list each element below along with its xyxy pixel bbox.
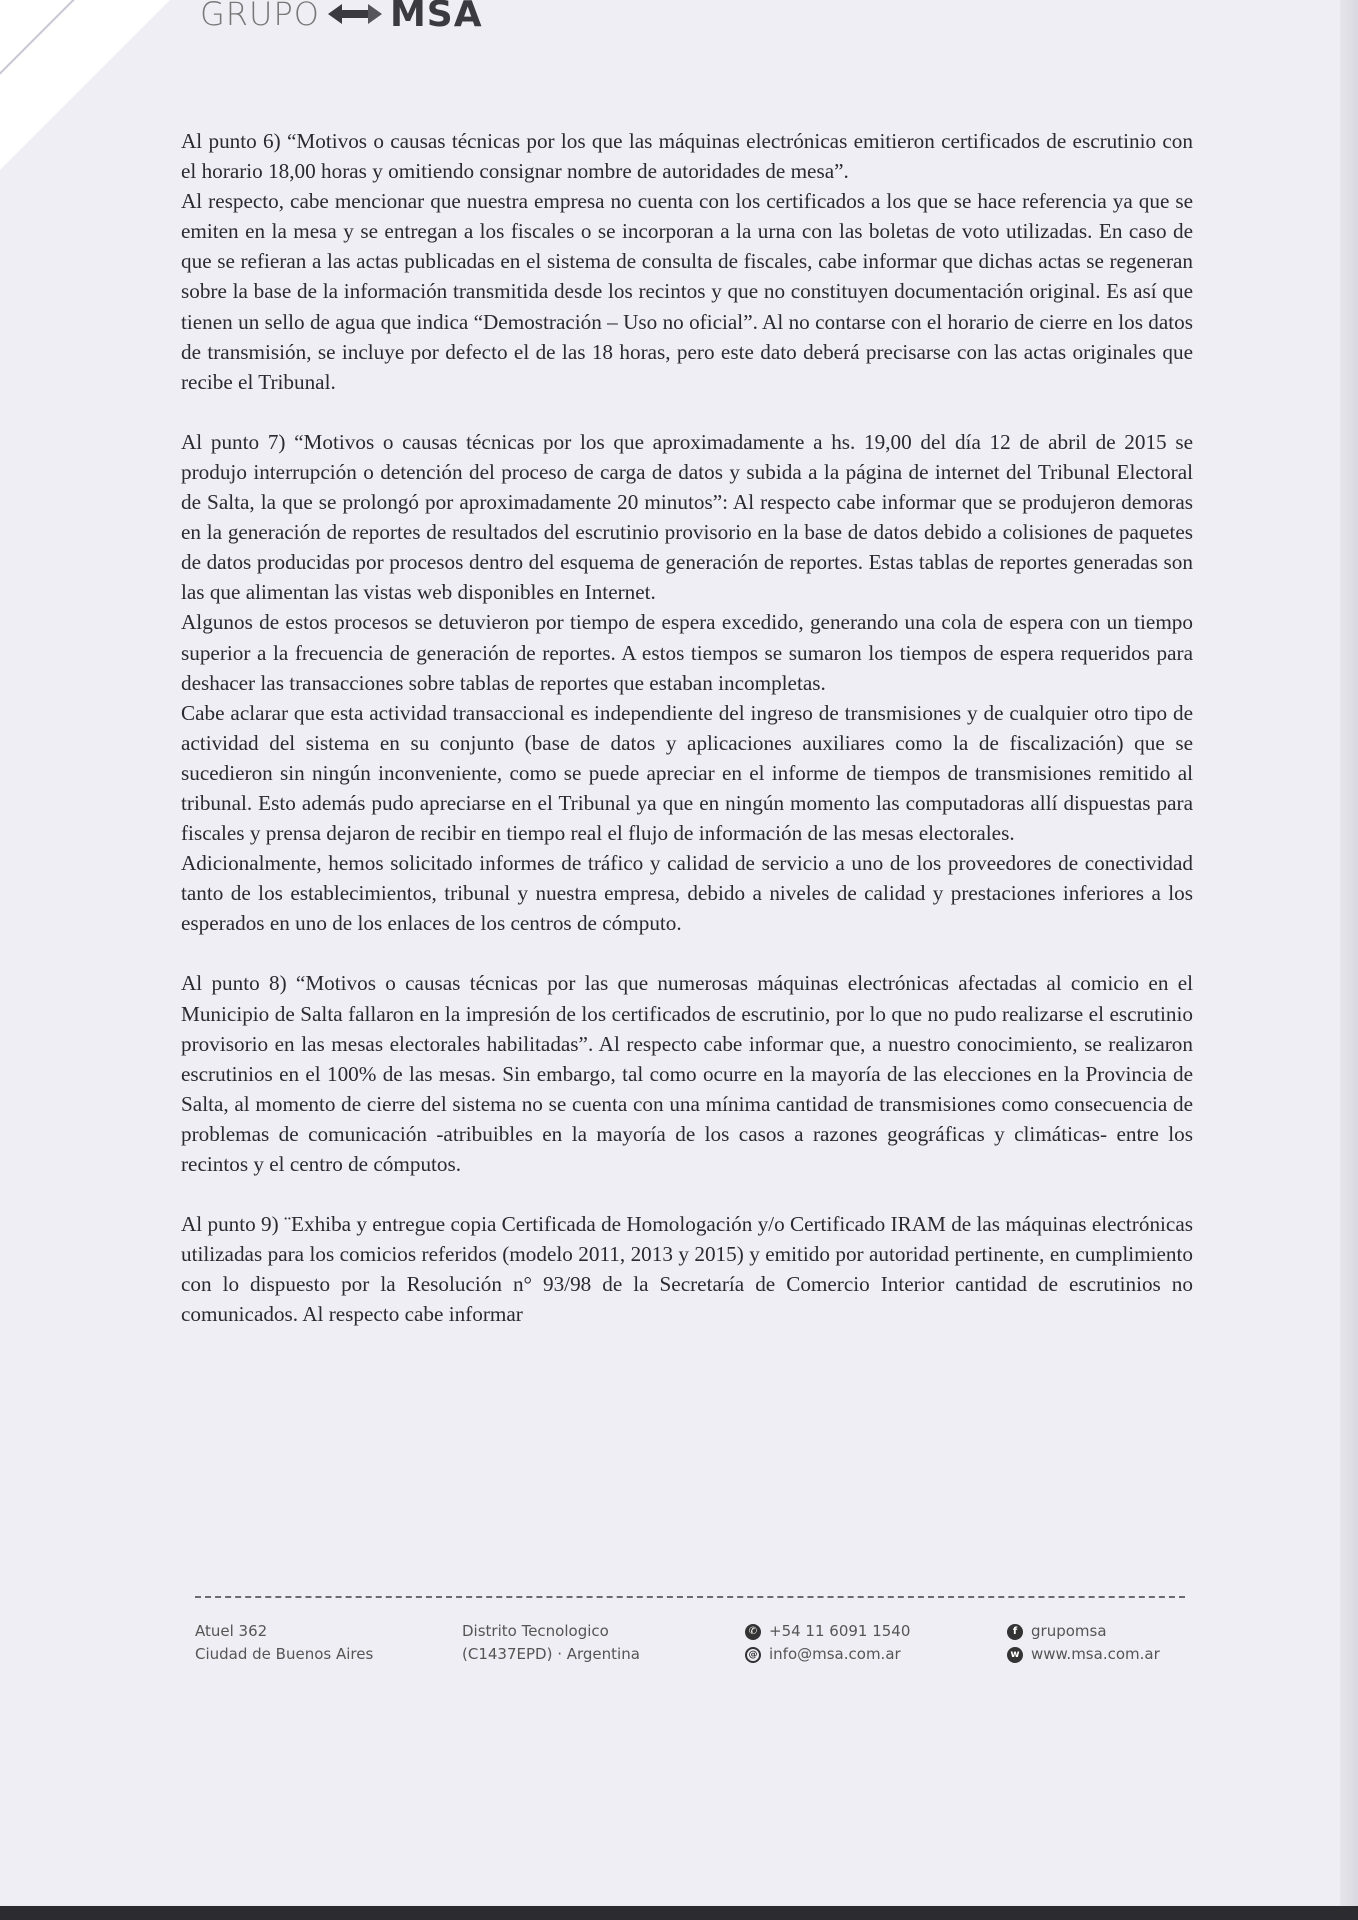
paragraph-punto-6: Al punto 6) “Motivos o causas técnicas por los que las máquinas electrónicas emitieron certificados de escrutinio con el horario 18,00 horas y omitiendo consignar nombre de autoridades de mesa”. [181, 129, 1193, 184]
email-icon: @ [745, 1647, 761, 1663]
paragraph: Adicionalmente, hemos solicitado informes de tráfico y calidad de servicio a uno de los proveedores de conectividad tanto de los establecimientos, tribunal y nuestra empresa, debido a niveles de calidad y prestaciones inferiores a los esperados en uno de los enlaces de los centros de cómputo. [181, 851, 1193, 936]
address-line-2: Ciudad de Buenos Aires [195, 1645, 374, 1663]
phone-icon: ✆ [745, 1624, 761, 1640]
district-line-2: (C1437EPD) · Argentina [462, 1645, 640, 1663]
paragraph: Algunos de estos procesos se detuvieron por tiempo de espera excedido, generando una cola de espera con un tiempo superior a la frecuencia de generación de reportes. A estos tiempos se sumaron los tiempos de espera requeridos para deshacer las transacciones sobre tablas de reportes que estaban incompletas. [181, 610, 1193, 695]
footer-web [1007, 1620, 1160, 1666]
logo-msa-text: MSA [389, 0, 483, 35]
letterhead-footer [195, 1620, 1195, 1680]
web-icon: w [1007, 1647, 1023, 1663]
company-logo [200, 0, 483, 34]
footer-website: www.msa.com.ar [1031, 1645, 1160, 1663]
footer-address [195, 1620, 373, 1666]
letter-body [181, 126, 1193, 1329]
footer-phone: +54 11 6091 1540 [769, 1622, 911, 1640]
social-icon: f [1007, 1624, 1023, 1640]
scan-edge-right [1340, 0, 1358, 1920]
footer-district [462, 1620, 640, 1666]
footer-social: grupomsa [1031, 1622, 1107, 1640]
address-line-1: Atuel 362 [195, 1622, 268, 1640]
paragraph-punto-9: Al punto 9) ¨Exhiba y entregue copia Certificada de Homologación y/o Certificado IRAM de las máquinas electrónicas utilizadas para los comicios referidos (modelo 2011, 2013 y 2015) y emitido por autoridad pertinente, en cumplimiento con lo dispuesto por la Resolución n° 93/98 de la Secretaría de Comercio Interior cantidad de escrutinios no comunicados. Al respecto cabe informar [181, 1212, 1193, 1327]
footer-contact [745, 1620, 910, 1666]
paragraph: Cabe aclarar que esta actividad transaccional es independiente del ingreso de transmisiones y de cualquier otro tipo de actividad del sistema en su conjunto (base de datos y aplicaciones auxiliares como la de fiscalización) que se sucedieron sin ningún inconveniente, como se puede apreciar en el informe de tiempos de transmisiones remitido al tribunal. Esto además pudo apreciarse en el Tribunal ya que en ningún momento las computadoras allí dispuestas para fiscales y prensa dejaron de recibir en tiempo real el flujo de información de las mesas electorales. [181, 700, 1193, 846]
scan-edge-bottom [0, 1906, 1358, 1920]
logo-grupo-text: GRUPO [200, 0, 320, 33]
footer-divider [195, 1596, 1185, 1598]
district-line-1: Distrito Tecnologico [462, 1622, 609, 1640]
logo-arrows-icon [328, 0, 382, 29]
paragraph: Al respecto, cabe mencionar que nuestra empresa no cuenta con los certificados a los que se hace referencia ya que se emiten en la mesa y se entregan a los fiscales o se incorporan a la urna con las boletas de voto utilizadas. En caso de que se refieran a las actas publicadas en el sistema de consulta de fiscales, cabe informar que dichas actas se regeneran sobre la base de la información transmitida desde los recintos y que no constituyen documentación original. Es así que tienen un sello de agua que indica “Demostración – Uso no oficial”. Al no contarse con el horario de cierre en los datos de transmisión, se incluye por defecto el de las 18 horas, pero este dato deberá precisarse con las actas originales que recibe el Tribunal. [181, 189, 1193, 394]
footer-email: info@msa.com.ar [769, 1645, 901, 1663]
paragraph-punto-8: Al punto 8) “Motivos o causas técnicas por las que numerosas máquinas electrónicas afectadas al comicio en el Municipio de Salta fallaron en la impresión de los certificados de escrutinio, por lo que no pudo realizarse el escrutinio provisorio en las mesas electorales habilitadas”. Al respecto cabe informar que, a nuestro conocimiento, se realizaron escrutinios en el 100% de las mesas. Sin embargo, tal como ocurre en la mayoría de las elecciones en la Provincia de Salta, al momento de cierre del sistema no se cuenta con una mínima cantidad de transmisiones como consecuencia de problemas de comunicación -atribuibles en la mayoría de los casos a razones geográficas y climáticas- entre los recintos y el centro de cómputos. [181, 971, 1193, 1176]
paragraph-punto-7: Al punto 7) “Motivos o causas técnicas por los que aproximadamente a hs. 19,00 del día 12 de abril de 2015 se produjo interrupción o detención del proceso de carga de datos y subida a la página de internet del Tribunal Electoral de Salta, la que se prolongó por aproximadamente 20 minutos”: Al respecto cabe informar que se produjeron demoras en la generación de reportes de resultados del escrutinio provisorio en la base de datos debido a colisiones de paquetes de datos producidas por procesos dentro del esquema de generación de reportes. Estas tablas de reportes generadas son las que alimentan las vistas web disponibles en Internet. [181, 429, 1193, 605]
folded-corner [0, 0, 170, 170]
